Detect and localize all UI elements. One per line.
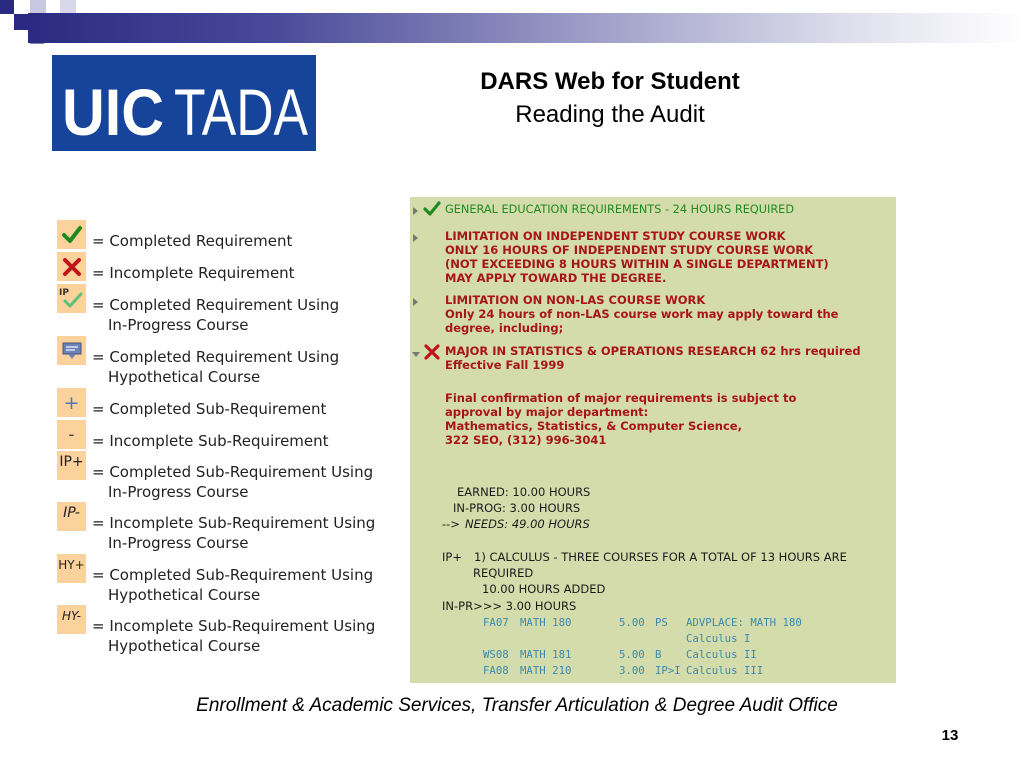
icon-text: IP [59,288,69,298]
legend-label: = Completed Sub-Requirement Using [92,566,374,584]
earned-hours: EARNED: 10.00 HOURS [457,485,591,499]
expand-arrow-icon[interactable] [413,207,418,215]
needs-hours: NEEDS: 49.00 HOURS [465,517,590,531]
in-progress-summary: IN-PR>>> 3.00 HOURS [442,599,577,613]
needs-arrow: --> [442,517,460,531]
major-effective: Effective Fall 1999 [445,358,565,372]
course-note: Calculus III [686,664,764,677]
course-note: ADVPLACE: MATH 180 [686,616,802,629]
non-las-line: degree, including; [445,321,564,335]
footer-office-name: Enrollment & Academic Services, Transfer Articulation & Degree Audit Office [196,695,838,716]
collapse-arrow-icon[interactable] [412,352,420,357]
gen-ed-requirement[interactable]: GENERAL EDUCATION REQUIREMENTS - 24 HOURS REQUIRED [445,203,795,216]
legend-label-line2: Hypothetical Course [108,586,261,604]
confirmation-line: Mathematics, Statistics, & Computer Science, [445,419,742,433]
legend-label-line2: Hypothetical Course [108,637,261,655]
hy-minus-icon: HY- [57,605,86,634]
major-requirement[interactable]: MAJOR IN STATISTICS & OPERATIONS RESEARCH 62 hrs required [445,344,861,358]
course-term: FA07 [483,616,509,629]
in-progress-hours: IN-PROG: 3.00 HOURS [453,501,581,515]
sub-requirement-title[interactable]: 1) CALCULUS - THREE COURSES FOR A TOTAL OF 13 HOURS ARE [474,550,847,564]
hypothetical-course-icon [57,336,86,365]
course-grade: B [655,648,662,661]
indep-study-line: ONLY 16 HOURS OF INDEPENDENT STUDY COURSE WORK [445,243,814,257]
logo-tada-text: TADA [174,75,308,149]
legend-label: = Completed Requirement Using [92,296,340,314]
indep-study-line: MAY APPLY TOWARD THE DEGREE. [445,271,667,285]
banner-square [30,0,46,14]
course-note: Calculus I [686,632,751,645]
legend-label: = Incomplete Sub-Requirement [92,432,329,450]
banner-square [0,0,14,14]
legend-label-line2: In-Progress Course [108,316,249,334]
minus-icon: - [57,420,86,449]
check-icon [57,220,86,249]
confirmation-line: 322 SEO, (312) 996-3041 [445,433,607,447]
legend-label: = Completed Sub-Requirement Using [92,463,374,481]
course-code: MATH 181 [520,648,572,661]
legend-label: = Completed Requirement [92,232,293,250]
confirmation-line: approval by major department: [445,405,649,419]
page-number: 13 [941,727,959,744]
course-note: Calculus II [686,648,757,661]
confirmation-line: Final confirmation of major requirements is subject to [445,391,797,405]
ip-minus-icon: IP- [57,502,86,531]
check-icon [423,201,441,221]
legend-label: = Incomplete Requirement [92,264,295,282]
indep-study-line: (NOT EXCEEDING 8 HOURS WITHIN A SINGLE DEPARTMENT) [445,257,829,271]
legend-label: = Incomplete Sub-Requirement Using [92,514,376,532]
audit-report-panel [410,197,896,683]
non-las-line: Only 24 hours of non-LAS course work may apply toward the [445,307,839,321]
banner-square [60,0,76,14]
x-mark-icon [423,343,441,365]
sub-requirement-title-line2: REQUIRED [473,566,534,580]
legend-label: = Incomplete Sub-Requirement Using [92,617,376,635]
course-grade: PS [655,616,668,629]
expand-arrow-icon[interactable] [413,298,418,306]
course-code: MATH 180 [520,616,572,629]
legend-label-line2: Hypothetical Course [108,368,261,386]
slide-subtitle: Reading the Audit [515,101,705,128]
in-progress-check-icon [57,284,86,313]
course-hours: 5.00 [619,616,645,629]
ip-plus-icon: IP+ [57,451,86,480]
indep-study-line[interactable]: LIMITATION ON INDEPENDENT STUDY COURSE WORK [445,229,786,243]
logo-uic-text: UIC [62,75,164,149]
plus-icon: + [57,388,86,417]
expand-arrow-icon[interactable] [413,234,418,242]
course-term: WS08 [483,648,509,661]
course-code: MATH 210 [520,664,572,677]
x-mark-icon [57,252,86,281]
legend-label-line2: In-Progress Course [108,534,249,552]
non-las-line[interactable]: LIMITATION ON NON-LAS COURSE WORK [445,293,706,307]
hours-added: 10.00 HOURS ADDED [482,582,606,596]
slide-title: DARS Web for Student [480,68,740,95]
course-grade: IP>I [655,664,681,677]
legend-label: = Completed Requirement Using [92,348,340,366]
uic-tada-logo [52,55,316,151]
hy-plus-icon: HY+ [57,554,86,583]
course-hours: 5.00 [619,648,645,661]
sub-requirement-code: IP+ [442,550,462,564]
legend-label-line2: In-Progress Course [108,483,249,501]
banner-gradient-bar [28,13,1024,43]
course-hours: 3.00 [619,664,645,677]
course-term: FA08 [483,664,509,677]
legend-label: = Completed Sub-Requirement [92,400,327,418]
